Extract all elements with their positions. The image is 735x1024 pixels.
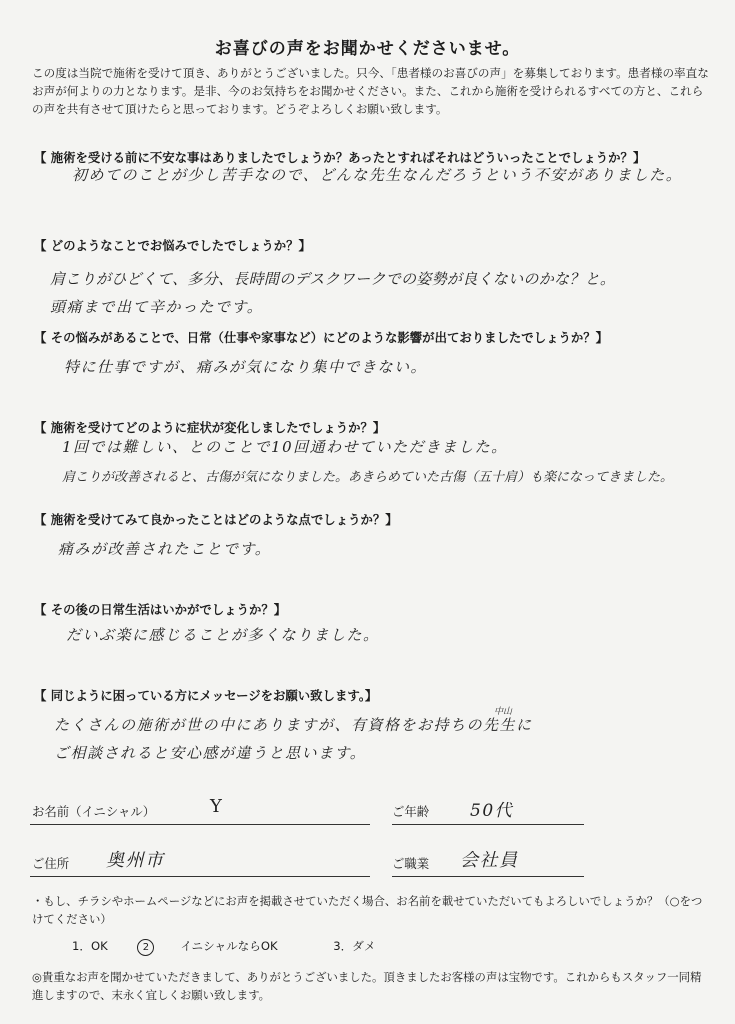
furigana-note: 中山 (494, 707, 513, 717)
answer-5-line-1: 痛みが改善されたことです。 (58, 540, 272, 558)
answer-3-line-1: 特に仕事ですが、痛みが気になり集中できない。 (64, 358, 428, 376)
answer-7-line-1: たくさんの施術が世の中にありますが、有資格をお持ちの先生に (54, 716, 533, 734)
age-underline (392, 824, 584, 825)
answer-4-line-2: 肩こりが改善されると、古傷が気になりました。あきらめていた古傷（五十肩）も楽になってきました。 (62, 470, 674, 485)
option-ok[interactable]: 1．OK (72, 939, 108, 953)
question-6: 【 その後の日常生活はいかがでしょうか？】 (34, 602, 287, 617)
thanks-text: ◎貴重なお声を聞かせていただきまして、ありがとうございました。頂きましたお客様の声は宝物です。これからもスタッフ一同精進しますので、末永く宜しくお願い致します。 (32, 970, 702, 1002)
page-title: お喜びの声をお聞かせくださいませ。 (214, 39, 521, 59)
answer-1-line-1: 初めてのことが少し苦手なので、どんな先生なんだろうという不安がありました。 (72, 166, 683, 184)
selected-circle-mark: 2 (137, 939, 154, 956)
question-5: 【 施術を受けてみて良かったことはどのような点でしょうか？】 (34, 512, 398, 527)
address-label: ご住所 (32, 856, 70, 871)
job-label: ご職業 (392, 856, 430, 871)
answer-4-line-1: 1回では難しい、とのことで10回通わせていただきました。 (62, 438, 508, 456)
age-label: ご年齢 (392, 804, 430, 819)
name-underline (30, 824, 370, 825)
question-7: 【 同じように困っている方にメッセージをお願い致します。】 (34, 688, 378, 703)
question-2: 【 どのようなことでお悩みでしたでしょうか？】 (34, 238, 311, 253)
name-value: Y (210, 796, 224, 817)
answer-2-line-2: 頭痛まで出て辛かったです。 (50, 298, 264, 316)
question-1: 【 施術を受ける前に不安な事はありましたでしょうか？あったとすればそれはどういったことでしょうか？】 (34, 150, 646, 165)
answer-6-line-1: だいぶ楽に感じることが多くなりました。 (66, 626, 380, 644)
question-3: 【 その悩みがあることで、日常（仕事や家事など）にどのような影響が出ておりましたでしょうか？】 (34, 330, 609, 345)
option-no[interactable]: 3．ダメ (333, 939, 376, 953)
answer-7-line-2: ご相談されると安心感が違うと思います。 (54, 744, 367, 762)
job-underline (392, 876, 584, 877)
consent-text: ・もし、チラシやホームページなどにお声を掲載させていただく場合、お名前を載せていただいてもよろしいでしょうか？（○をつけてください） (32, 894, 703, 926)
name-label: お名前（イニシャル） (32, 804, 156, 819)
option-initial[interactable] (137, 939, 303, 953)
intro-text: この度は当院で施術を受けて頂き、ありがとうございました。只今、「患者様のお喜びの声」を募集しております。患者様の率直なお声が何よりの力となります。是非、今のお気持ちをお聞かせください。また、これから施術を受けられるすべての方と、これらの声を共有させて頂けたらと思っております。どうぞよろしくお願い致します。 (32, 66, 709, 116)
address-underline (30, 876, 370, 877)
age-value: 50代 (470, 801, 514, 821)
job-value: 会社員 (460, 850, 519, 871)
consent-options (72, 938, 401, 956)
question-4: 【 施術を受けてどのように症状が変化しましたでしょうか？】 (34, 420, 386, 435)
answer-2-line-1: 肩こりがひどくて、多分、長時間のデスクワークでの姿勢が良くないのかな？と。 (50, 270, 616, 288)
option-initial-label: イニシャルならOK (180, 939, 278, 953)
address-value: 奥州市 (106, 850, 165, 871)
